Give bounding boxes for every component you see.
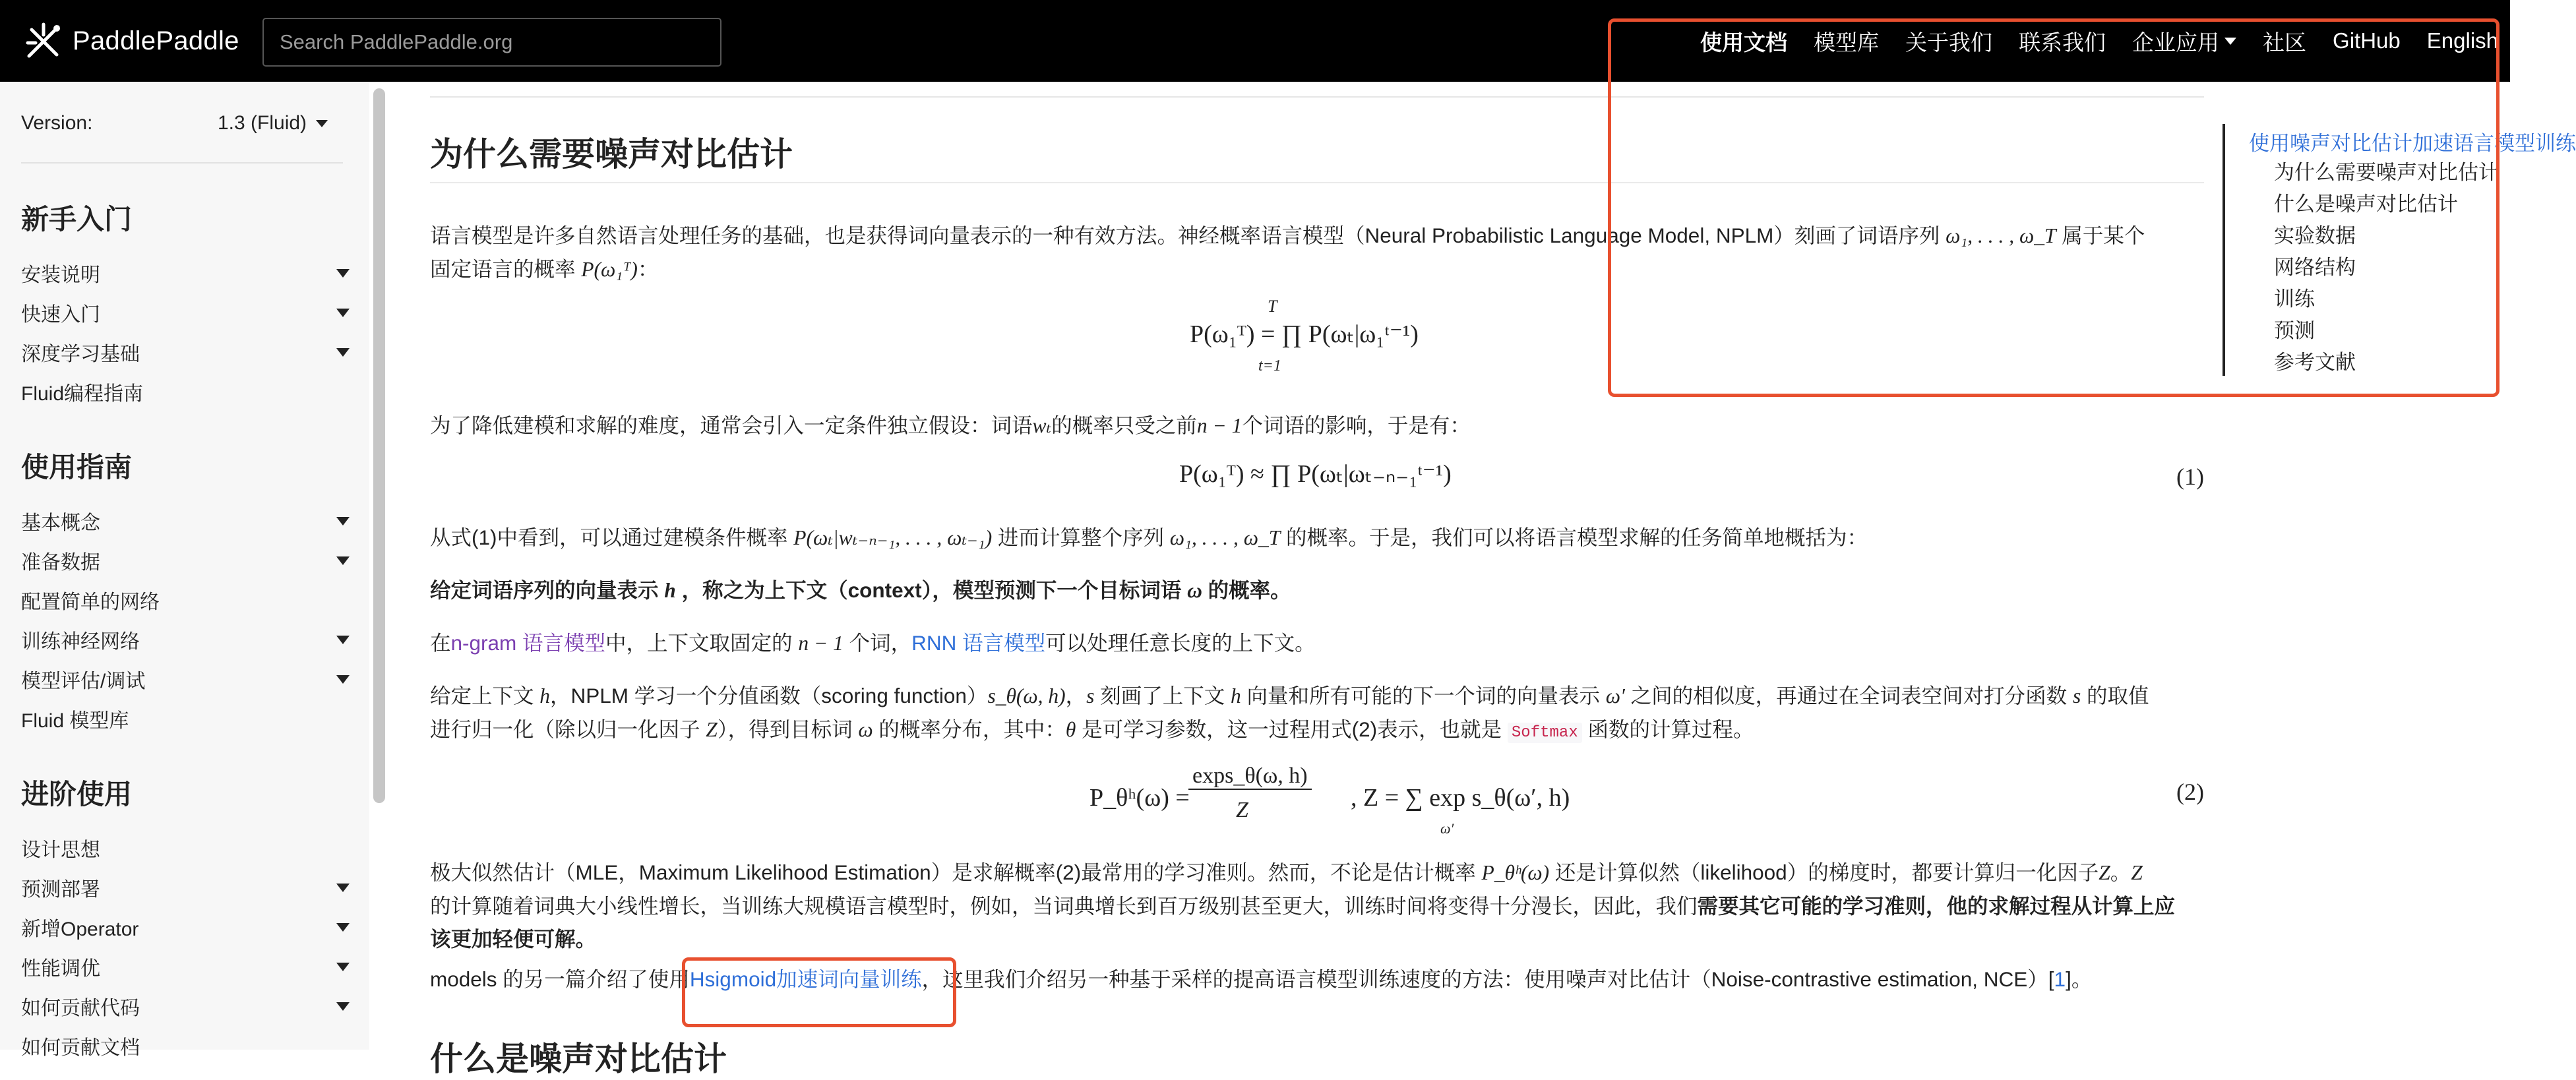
sidebar-section-title: 使用指南 <box>21 452 133 483</box>
paragraph-assumption <box>430 409 2204 442</box>
caret-down-icon <box>336 556 350 565</box>
paragraph-ngram <box>430 626 2204 660</box>
version-select[interactable] <box>218 112 328 135</box>
caret-down-icon <box>336 923 350 932</box>
math-inline: ω₁, . . . , ω_T <box>1946 224 2056 247</box>
text: 给定词语序列的向量表示 <box>430 578 659 602</box>
sidebar-section-advanced <box>21 773 356 1065</box>
text: 在 <box>430 631 451 655</box>
text: 函数的计算过程。 <box>1587 717 1754 741</box>
sidebar-item-label: Fluid 模型库 <box>21 710 129 732</box>
text: 固定语言的概率 <box>430 257 576 281</box>
caret-down-icon <box>336 309 350 317</box>
math-inline: wₜ <box>1032 414 1052 437</box>
text: ，NPLM 学习一个分值函数（scoring function） <box>550 684 988 707</box>
highlight-box-hsigmoid-link <box>682 957 956 1027</box>
paragraph-scoring <box>430 679 2204 750</box>
math-inline: h <box>1230 684 1241 707</box>
sidebar-item-quickstart[interactable] <box>21 293 356 332</box>
brand-logo[interactable] <box>24 18 239 63</box>
sidebar-item-label: 配置简单的网络 <box>21 591 160 613</box>
text: 。 <box>2110 860 2131 884</box>
sidebar-item-simple-network[interactable] <box>21 580 356 620</box>
text: 之间的相似度，再通过在全词表空间对打分函数 <box>1630 684 2068 707</box>
equation-numerator: exps_θ(ω, h) <box>1188 764 1312 790</box>
caret-down-icon <box>336 963 350 971</box>
sidebar-item-label: 训练神经网络 <box>21 631 140 653</box>
sidebar-item-label: 深度学习基础 <box>21 344 140 365</box>
caret-down-icon <box>336 884 350 892</box>
text: 进而计算整个序列 <box>998 525 1165 549</box>
inline-code-softmax: Softmax <box>1508 723 1582 743</box>
text: 还是计算似然（likelihood）的梯度时，都要计算归一化因子 <box>1554 860 2099 884</box>
caret-down-icon <box>316 120 328 127</box>
paragraph-conditional <box>430 521 2204 555</box>
version-label: Version: <box>21 112 93 134</box>
math-inline: θ <box>1065 718 1076 741</box>
sidebar-item-install[interactable] <box>21 253 356 293</box>
sidebar-item-deploy[interactable] <box>21 868 356 907</box>
caret-down-icon <box>336 348 350 357</box>
text: 的取值 <box>2086 684 2149 707</box>
equation-upper-limit: T <box>1268 297 1277 316</box>
sidebar-section-getting-started <box>21 198 356 411</box>
sidebar-item-label: 新增Operator <box>21 918 139 940</box>
paragraph-mle <box>430 856 2204 955</box>
toc-item[interactable]: 什么是噪声对比估计 <box>2274 193 2458 216</box>
equation-lhs: P_θʰ(ω) = <box>1089 784 1190 812</box>
sidebar-item-label: 基本概念 <box>21 512 100 534</box>
sidebar-item-train[interactable] <box>21 620 356 659</box>
equation-1 <box>1179 459 1452 489</box>
toc-item[interactable]: 实验数据 <box>2274 224 2356 247</box>
toc-title-link[interactable]: 使用噪声对比估计加速语言模型训练 <box>2249 132 2576 155</box>
text: ，这里我们介绍另一种基于采样的提高语言模型训练速度的方法：使用噪声对比估计（Noise-contrastive estimation, NCE）[ <box>921 967 2054 991</box>
text: 中，上下文取固定的 <box>605 631 793 655</box>
sidebar-item-label: 安装说明 <box>21 264 100 286</box>
highlight-box-nav-toc <box>1608 18 2499 397</box>
text: 进行归一化（除以归一化因子 <box>430 717 700 741</box>
text: 的概率。于是，我们可以将语言模型求解的任务简单地概括为： <box>1286 525 1868 549</box>
math-inline: s <box>2072 684 2081 707</box>
sidebar-section-title: 进阶使用 <box>21 779 133 810</box>
text-bold: 需要其它可能的学习准则，他的求解过程从计算上应 <box>1697 894 2176 918</box>
hsigmoid-link[interactable]: Hsigmoid加速词向量训练 <box>689 967 922 991</box>
toc-item[interactable]: 网络结构 <box>2274 256 2356 279</box>
toc-item[interactable]: 训练 <box>2274 287 2315 311</box>
text: 可以处理任意长度的上下文。 <box>1045 631 1316 655</box>
equation-text: P(ω₁ᵀ) = ∏ P(ωₜ|ω₁ᵗ⁻¹) <box>1190 320 1419 348</box>
sidebar-item-label: 准备数据 <box>21 552 100 574</box>
math-inline: s <box>1086 684 1095 707</box>
sidebar-item-fluid-guide[interactable] <box>21 372 356 411</box>
equation-text: P(ω₁ᵀ) ≈ ∏ P(ωₜ|ωₜ₋ₙ₋₁ᵗ⁻¹) <box>1179 460 1452 488</box>
nav-models-label: 模型库 <box>1814 30 1880 55</box>
sidebar-section-user-guide <box>21 446 356 738</box>
reference-link-1[interactable]: 1 <box>2054 967 2066 991</box>
equation-number-2: (2) <box>2176 779 2204 805</box>
text: ，称之为上下文（context），模型预测下一个目标词语 <box>681 578 1182 602</box>
sidebar-item-label: 如何贡献代码 <box>21 998 140 1019</box>
math-inline: n − 1 <box>798 632 843 655</box>
text: 语言模型是许多自然语言处理任务的基础，也是获得词向量表示的一种有效方法。神经概率语言模型（Neural Probabilistic Language Model, NPLM）刻画了词语序列 <box>430 224 1940 247</box>
divider <box>21 162 343 164</box>
sidebar-scrollbar[interactable] <box>373 88 385 803</box>
brand-name: PaddlePaddle <box>73 26 239 55</box>
text: 从式(1)中看到，可以通过建模条件概率 <box>430 525 788 549</box>
sidebar-item-model-zoo[interactable] <box>21 699 356 738</box>
nav-contact-label: 联系我们 <box>2019 30 2106 55</box>
text: 给定上下文 <box>430 684 534 707</box>
sidebar-item-design[interactable] <box>21 828 356 868</box>
text: 属于某个 <box>2062 224 2145 247</box>
rnn-link[interactable]: RNN 语言模型 <box>911 631 1046 655</box>
sidebar-item-new-operator[interactable] <box>21 907 356 947</box>
math-inline: s_θ(ω, h) <box>987 684 1066 707</box>
sidebar-item-label: 模型评估/调试 <box>21 671 146 692</box>
nav-about-label: 关于我们 <box>1905 30 1993 55</box>
text: models 的另一篇介绍了使用 <box>430 967 690 991</box>
toc-item[interactable]: 参考文献 <box>2274 351 2356 374</box>
text: 向量和所有可能的下一个词的向量表示 <box>1246 684 1600 707</box>
version-row <box>21 108 343 141</box>
nav-community-label: 社区 <box>2263 30 2307 55</box>
sidebar-item-perf[interactable] <box>21 947 356 986</box>
text: 为了降低建模和求解的难度，通常会引入一定条件独立假设：词语 <box>430 413 1033 437</box>
text: 个词， <box>849 631 912 655</box>
nav-english-label: English <box>2426 28 2498 53</box>
sidebar-item-label: Fluid编程指南 <box>21 383 144 405</box>
text: ），得到目标词 <box>717 717 853 741</box>
section-heading-next: 什么是噪声对比估计 <box>430 1040 727 1077</box>
text: 极大似然估计（MLE，Maximum Likelihood Estimation）是求解概率(2)最常用的学习准则。然而，不论是估计概率 <box>430 860 1476 884</box>
math-inline: n − 1 <box>1196 414 1242 437</box>
math-inline: h <box>664 579 676 602</box>
caret-down-icon <box>336 675 350 684</box>
text: 的计算随着词典大小线性增长，当训练大规模语言模型时，例如，当词典增长到百万级别甚至更大，训练时间将变得十分漫长，因此，我们 <box>430 894 1698 918</box>
search-input[interactable] <box>262 18 721 67</box>
sidebar-item-label: 如何贡献文档 <box>21 1037 140 1059</box>
math-inline: P_θʰ(ω) <box>1481 861 1550 884</box>
math-inline: ω₁, . . . , ω_T <box>1169 526 1281 549</box>
text: ， <box>1065 684 1087 707</box>
math-inline: ω <box>858 718 873 741</box>
equation-sum-subscript: ω′ <box>1440 820 1454 837</box>
math-inline: P(ωₜ|wₜ₋ₙ₋₁, . . . , ωₜ₋₁) <box>793 526 993 549</box>
text: 的概率只受之前 <box>1051 413 1197 437</box>
text: 刻画了上下文 <box>1100 684 1225 707</box>
caret-down-icon <box>336 1002 350 1011</box>
math-inline: Z <box>706 718 718 741</box>
toc-item[interactable]: 预测 <box>2274 319 2315 342</box>
equation-number-1: (1) <box>2176 464 2204 490</box>
text: 的概率。 <box>1208 578 1291 602</box>
math-inline: ω′ <box>1605 684 1625 707</box>
sidebar-item-label: 快速入门 <box>21 304 100 326</box>
paragraph-definition <box>430 574 2204 607</box>
nav-github-label: GitHub <box>2333 28 2401 53</box>
math-inline: P(ω₁ᵀ) <box>581 258 638 281</box>
toc-item[interactable]: 为什么需要噪声对比估计 <box>2274 161 2499 184</box>
caret-down-icon <box>336 517 350 525</box>
paddle-logo-icon <box>24 20 65 61</box>
sidebar-item-dl-basics[interactable] <box>21 332 356 372</box>
sidebar-item-label: 设计思想 <box>21 839 100 861</box>
math-inline: h <box>539 684 551 707</box>
sidebar-section-title: 新手入门 <box>21 204 133 235</box>
caret-down-icon <box>336 636 350 644</box>
caret-down-icon <box>336 269 350 278</box>
math-inline: Z <box>2131 861 2143 884</box>
sidebar-item-contribute-code[interactable] <box>21 986 356 1026</box>
text: 的概率分布，其中： <box>878 717 1066 741</box>
sidebar-item-prepare-data[interactable] <box>21 541 356 580</box>
nav-docs-label: 使用文档 <box>1700 30 1788 55</box>
ngram-link[interactable]: n-gram 语言模型 <box>450 631 606 655</box>
sidebar-item-evaluate[interactable] <box>21 659 356 699</box>
math-inline: Z <box>2099 861 2110 884</box>
nav-enterprise-label: 企业应用 <box>2132 30 2220 55</box>
sidebar-item-contribute-docs[interactable] <box>21 1026 356 1065</box>
equation-0 <box>1190 297 1419 375</box>
text: ]。 <box>2066 967 2093 991</box>
section-heading: 为什么需要噪声对比估计 <box>430 136 793 173</box>
text-bold: 该更加轻便可解。 <box>430 927 597 951</box>
sidebar-item-label: 性能调优 <box>21 958 100 980</box>
version-value: 1.3 (Fluid) <box>218 112 307 134</box>
sidebar <box>0 82 369 1059</box>
equation-denominator: Z <box>1236 798 1248 822</box>
sidebar-item-label: 预测部署 <box>21 879 100 901</box>
text: ： <box>637 257 659 281</box>
text: 是可学习参数，这一过程用式(2)表示，也就是 <box>1082 717 1502 741</box>
equation-rhs: , Z = ∑ exp s_θ(ω′, h) <box>1351 784 1570 812</box>
equation-lower-limit: t=1 <box>1258 357 1281 375</box>
sidebar-item-concepts[interactable] <box>21 501 356 541</box>
text: 个词语的影响，于是有： <box>1242 413 1471 437</box>
math-inline: ω <box>1187 579 1202 602</box>
